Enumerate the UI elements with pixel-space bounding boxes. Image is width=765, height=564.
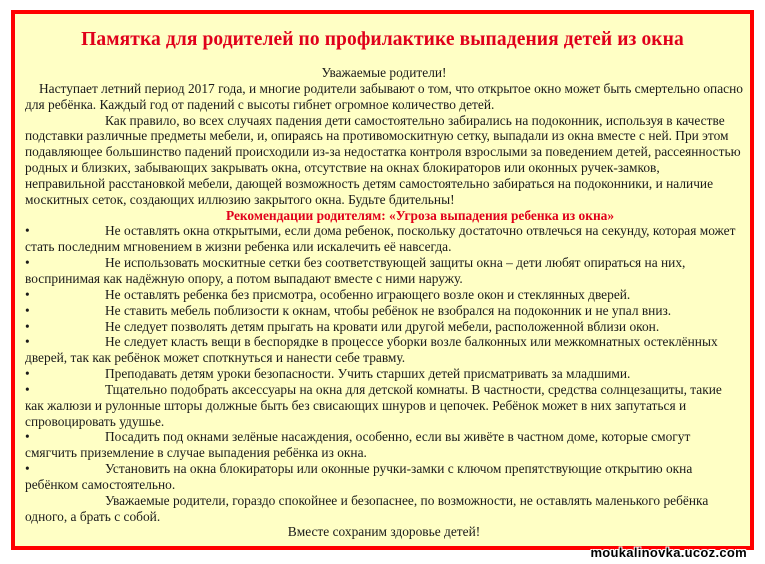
memo-body	[25, 65, 743, 540]
closing-paragraph: Уважаемые родители, гораздо спокойнее и безопаснее, по возможности, не оставлять маленького ребёнка одного, а брать с собой.	[25, 492, 709, 524]
site-watermark: moukalinovka.ucoz.com	[590, 545, 747, 560]
list-item: • Тщательно подобрать аксессуары на окна для детской комнаты. В частности, средства солнцезащиты, такие как жалюзи и рулонные шторы должные быть без свисающих шнуров и цепочек. Ребёнок может в них запутаться и спровоцировать удушье.	[25, 381, 722, 429]
bullet-icon: •	[25, 381, 30, 397]
list-item: • Преподавать детям уроки безопасности. Учить старших детей присматривать за младшими.	[25, 366, 631, 382]
list-item: • Установить на окна блокираторы или оконные ручки-замки с ключом препятствующие открытию окна ребёнком самостоятельно.	[25, 461, 693, 492]
closing-slogan: Вместе сохраним здоровье детей!	[287, 524, 481, 540]
bullet-icon: •	[25, 461, 30, 477]
list-item: • Не оставлять окна открытыми, если дома ребенок, поскольку достаточно отвлечься на секунду, которая может стать последним мгновением в жизни ребенка или искалечить её навсегда.	[25, 223, 736, 255]
bullet-icon: •	[25, 429, 30, 445]
list-item: • Не следует позволять детям прыгать на кровати или другой мебели, расположенной вблизи окон.	[25, 318, 660, 334]
bullet-icon: •	[25, 318, 30, 334]
recommendations-list	[25, 223, 743, 492]
bullet-icon: •	[25, 223, 30, 239]
recommendations-title: Рекомендации родителям: «Угроза выпадения ребенка из окна»	[225, 207, 615, 223]
memo-frame	[11, 10, 754, 550]
bullet-icon: •	[25, 286, 30, 302]
list-item: • Не следует класть вещи в беспорядке в процессе уборки возле балконных или межкомнатных остеклённых дверей, так как ребёнок может споткнуться и нанести себе травму.	[25, 334, 718, 366]
intro-paragraph-2: Как правило, во всех случаях падения дети самостоятельно забирались на подоконник, используя в качестве подставки различные предметы мебели, и, опираясь на противомоскитную сетку, выпадали из окна вместе с ней. При этом подавляющее большинство падений происходили из-за недостатка контроля взрослыми за поведением детей, рассеянностью родных и близких, забывающих закрывать окна, отсутствие на окнах блокираторов или оконных ручек-замков, неправильной расстановкой мебели, дающей возможность детям самостоятельно забираться на подоконники, и наличие москитных сеток, создающих иллюзию закрытого окна. Будьте бдительны!	[25, 112, 741, 207]
bullet-icon: •	[25, 334, 30, 350]
list-item: • Не оставлять ребенка без присмотра, особенно играющего возле окон и стеклянных дверей.	[25, 286, 631, 302]
bullet-icon: •	[25, 255, 30, 271]
bullet-icon: •	[25, 302, 30, 318]
greeting: Уважаемые родители!	[321, 65, 447, 80]
intro-paragraph-1: Наступает летний период 2017 года, и многие родители забывают о том, что открытое окно может быть смертельно опасно для ребёнка. Каждый год от падений с высоты гибнет огромное количество детей.	[25, 80, 743, 112]
bullet-icon: •	[25, 366, 30, 382]
list-item: • Не использовать москитные сетки без соответствующей защиты окна – дети любят опираться на них, воспринимая как надёжную опору, а потом выпадают вместе с ними наружу.	[25, 255, 686, 286]
memo-title: Памятка для родителей по профилактике выпадения детей из окна	[81, 29, 684, 50]
list-item: • Не ставить мебель поблизости к окнам, чтобы ребёнок не взобрался на подоконник и не упал вниз.	[25, 302, 672, 318]
list-item: • Посадить под окнами зелёные насаждения, особенно, если вы живёте в частном доме, которые смогут смягчить приземление в случае выпадения ребёнка из окна.	[25, 429, 691, 461]
